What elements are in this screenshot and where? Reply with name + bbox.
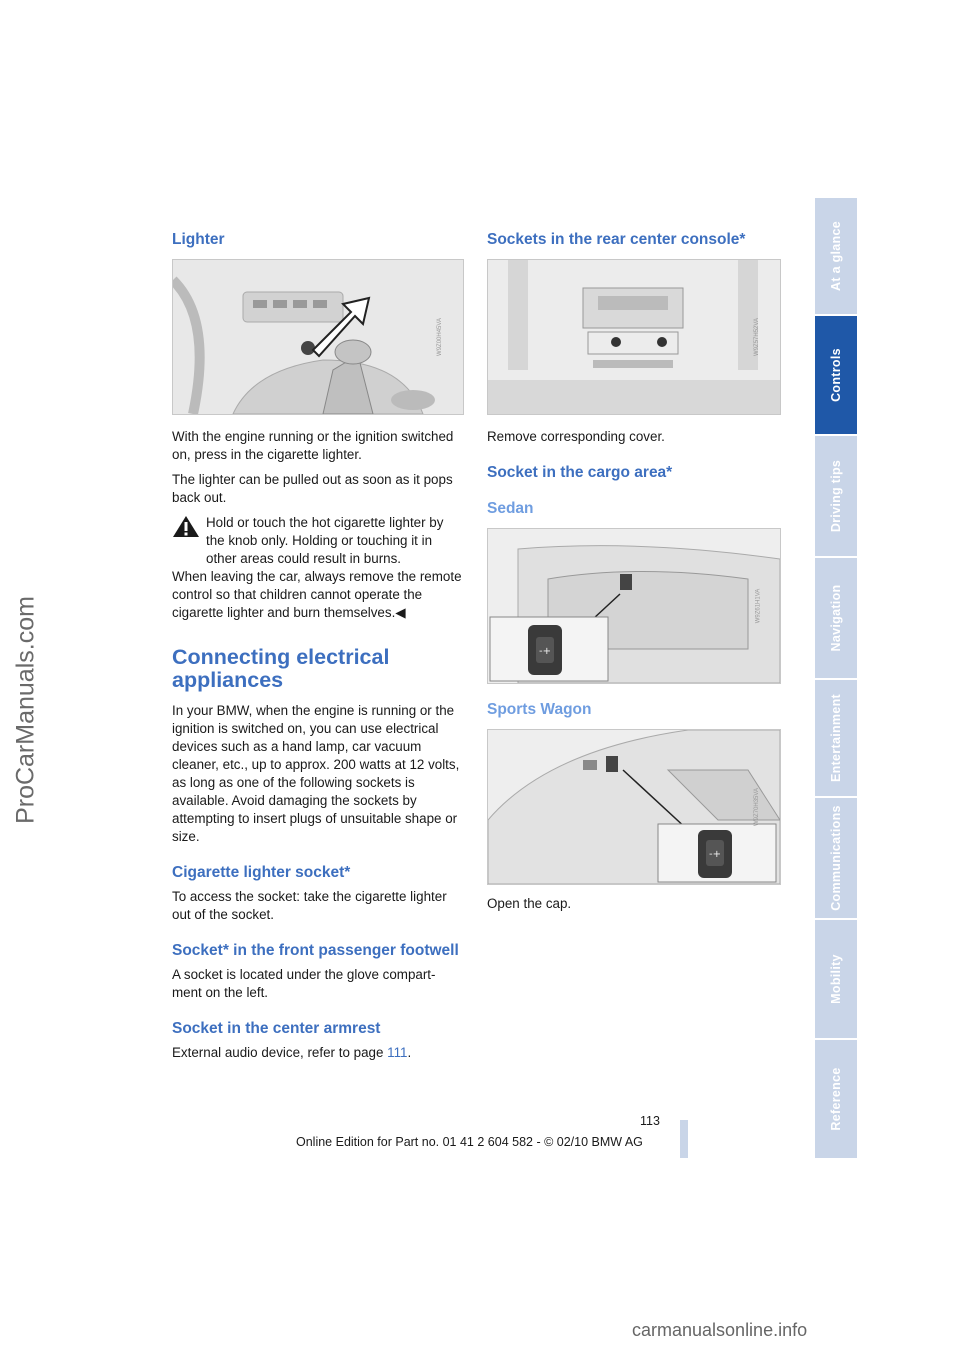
watermark-text: ProCarManuals.com	[11, 596, 40, 824]
warning-text-2: When leaving the car, always remove the remote control so that children cannot operate the cigarette lighter and burn themselves.◀	[172, 569, 462, 620]
armrest-text	[172, 1044, 464, 1062]
lighter-paragraph-2: The lighter can be pulled out as soon as it pops back out.	[172, 472, 453, 505]
image-code: W9Z57H52VA	[754, 318, 761, 356]
tab-reference[interactable]	[815, 1040, 857, 1160]
tab-label: Mobility	[829, 954, 843, 1004]
tab-label: Driving tips	[829, 459, 843, 533]
tab-label: Entertainment	[829, 694, 843, 782]
page-number: 113	[640, 1114, 660, 1128]
tab-driving-tips[interactable]	[815, 436, 857, 558]
svg-text:-+: -+	[539, 646, 551, 657]
tab-controls[interactable]	[815, 316, 857, 436]
page-marker	[680, 1120, 688, 1158]
rear-socket-heading: Sockets in the rear center console*	[487, 231, 746, 248]
warning-icon	[172, 514, 200, 538]
left-column	[172, 228, 464, 1062]
lighter-heading: Lighter	[172, 231, 225, 248]
cig-socket-heading: Cigarette lighter socket*	[172, 864, 351, 881]
tab-mobility[interactable]	[815, 920, 857, 1040]
tab-entertainment[interactable]	[815, 680, 857, 798]
tab-communications[interactable]	[815, 798, 857, 920]
wagon-heading: Sports Wagon	[487, 701, 592, 718]
connecting-heading: Connecting electrical appliances	[172, 645, 390, 692]
wagon-photo	[487, 729, 781, 885]
watermark-vertical	[6, 520, 46, 900]
armrest-heading: Socket in the center armrest	[172, 1020, 381, 1037]
image-code: W9Z61H1VA	[755, 588, 762, 624]
chapter-tabs	[815, 198, 857, 1160]
front-socket-text: A socket is located under the glove compart-ment on the left.	[172, 967, 436, 1000]
svg-text:-+: -+	[709, 849, 721, 860]
bottom-watermark: carmanualsonline.info	[632, 1320, 808, 1340]
armrest-text-suffix: .	[407, 1045, 412, 1060]
tab-at-a-glance[interactable]	[815, 198, 857, 316]
sedan-photo	[487, 528, 781, 684]
warning-block	[172, 514, 464, 568]
tab-label: Controls	[829, 348, 843, 402]
image-code: W9Z00H45VA	[437, 318, 444, 356]
tab-label: Navigation	[829, 584, 843, 652]
cargo-heading: Socket in the cargo area*	[487, 464, 673, 481]
warning-text: Hold or touch the hot cigarette lighter by the knob only. Holding or touching it in other areas could result in burns.	[206, 515, 444, 566]
open-cap-text: Open the cap.	[487, 896, 572, 911]
rear-socket-text: Remove corresponding cover.	[487, 429, 665, 444]
page-link[interactable]: 111	[387, 1045, 408, 1060]
lighter-illustration	[173, 260, 463, 414]
wagon-cargo-illustration	[488, 730, 780, 884]
footer-edition: Online Edition for Part no. 01 41 2 604 582 - © 02/10 BMW AG	[296, 1135, 643, 1149]
tab-label: At a glance	[829, 221, 843, 291]
sedan-heading: Sedan	[487, 500, 534, 517]
tab-label: Reference	[829, 1067, 843, 1131]
front-socket-heading: Socket* in the front passenger footwell	[172, 942, 459, 959]
image-code: W9Z70H35VA	[754, 788, 761, 826]
sedan-trunk-illustration	[488, 529, 780, 683]
armrest-text-prefix: External audio device, refer to page	[172, 1045, 388, 1060]
lighter-photo	[172, 259, 464, 415]
cig-socket-text: To access the socket: take the cigarette lighter out of the socket.	[172, 889, 447, 922]
connecting-paragraph: In your BMW, when the engine is running or the ignition is switched on, you can use electrical devices such as a hand lamp, car vacuum cleaner, etc., up to approx. 200 watts at 12 volts, as long as one of the following sockets is available. Avoid damaging the sockets by attempting to insert plugs of unsuitable shape or size.	[172, 703, 460, 844]
rear-console-illustration	[488, 260, 780, 414]
tab-label: Communications	[829, 805, 843, 911]
tab-navigation[interactable]	[815, 558, 857, 680]
rear-console-photo	[487, 259, 781, 415]
lighter-paragraph-1: With the engine running or the ignition switched on, press in the cigarette lighter.	[172, 429, 454, 462]
right-column	[487, 228, 781, 913]
